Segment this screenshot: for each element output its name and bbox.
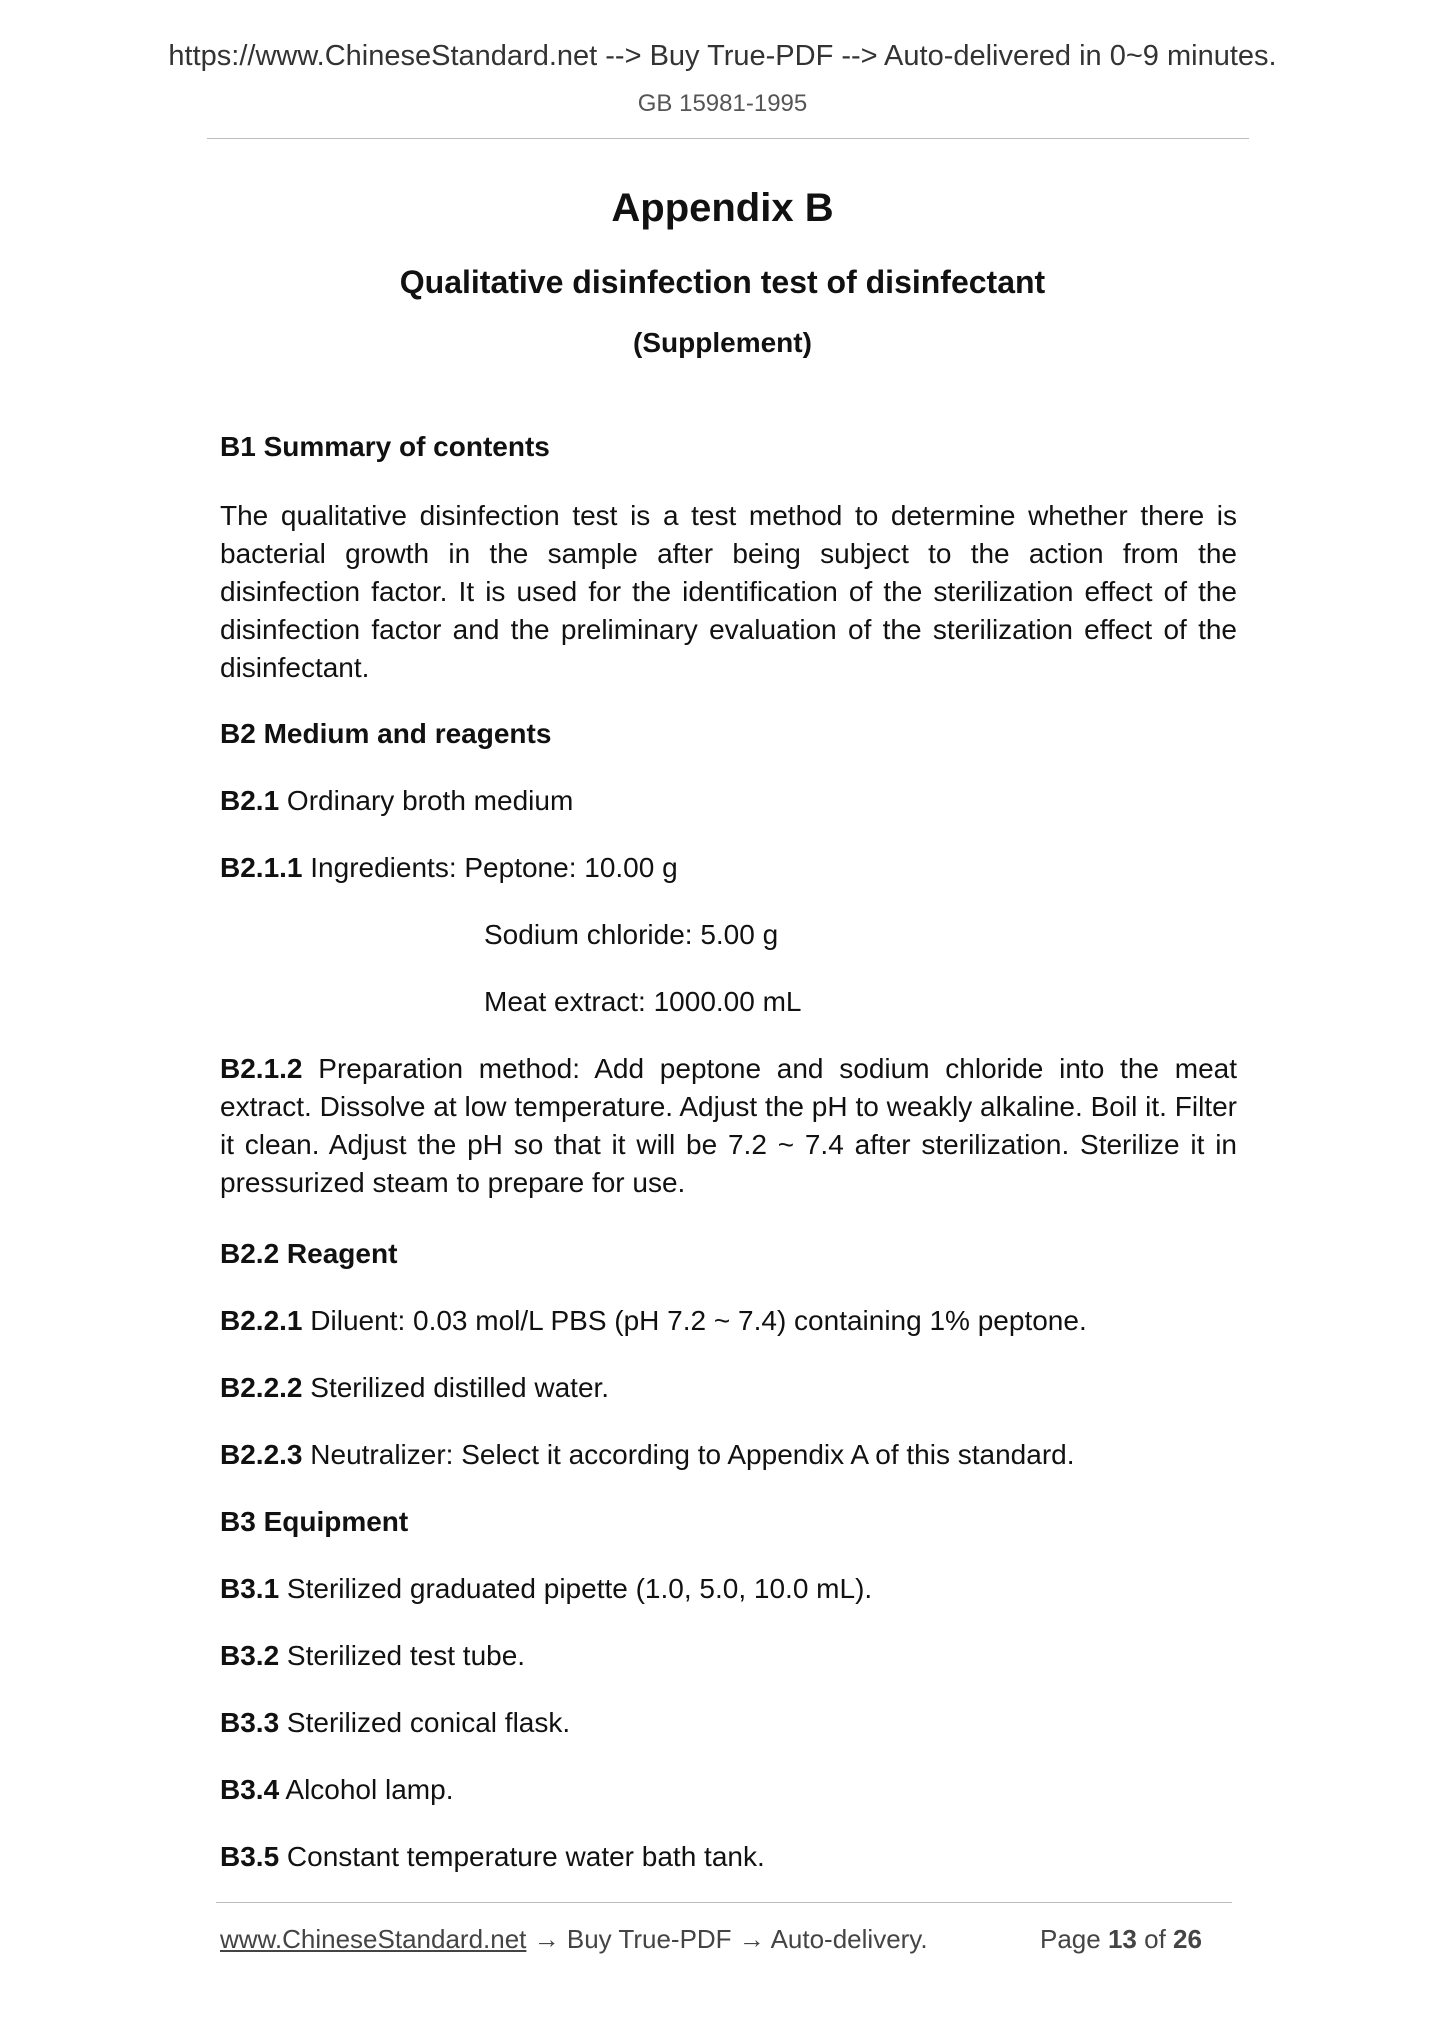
clause-text: Sterilized test tube.: [279, 1640, 526, 1671]
clause-b3-4: [220, 1771, 1237, 1809]
clause-b2-1-2: [220, 1050, 1237, 1202]
ingredient-line-meat-extract: Meat extract: 1000.00 mL: [484, 986, 802, 1017]
clause-text: Diluent: 0.03 mol/L PBS (pH 7.2 ~ 7.4) containing 1% peptone.: [302, 1305, 1087, 1336]
clause-number: B2.2.2: [220, 1372, 303, 1403]
clause-text: Ordinary broth medium: [279, 785, 574, 816]
appendix-title: Appendix B: [611, 186, 834, 230]
clause-b3-3: [220, 1704, 1237, 1742]
clause-text: Sterilized graduated pipette (1.0, 5.0, 10.0 mL).: [279, 1573, 873, 1604]
clause-text: Alcohol lamp.: [279, 1774, 454, 1805]
page-indicator: [1040, 1924, 1202, 1955]
clause-number: B2.1: [220, 785, 280, 816]
clause-number: B3.3: [220, 1707, 280, 1738]
clause-text: Ingredients: Peptone: 10.00 g: [302, 852, 678, 883]
clause-b2-2-1: [220, 1302, 1237, 1340]
clause-number: B2.1.1: [220, 852, 303, 883]
appendix-note: (Supplement): [633, 327, 812, 358]
page-total: 26: [1173, 1924, 1202, 1954]
clause-number: B3.1: [220, 1573, 280, 1604]
clause-text: Neutralizer: Select it according to Appendix A of this standard.: [302, 1439, 1075, 1470]
header-divider: [207, 138, 1249, 139]
footer-site-link[interactable]: www.ChineseStandard.net: [220, 1924, 527, 1954]
clause-number: B2.2.3: [220, 1439, 303, 1470]
clause-b2-1-1: [220, 849, 1237, 887]
section-heading-b2: B2 Medium and reagents: [220, 718, 552, 749]
clause-b2-1: [220, 782, 1237, 820]
page-current: 13: [1107, 1924, 1137, 1954]
section-b1-paragraph: The qualitative disinfection test is a test method to determine whether there is bacterial growth in the sample after being subject to the action from the disinfection factor. It is used for the identification of the sterilization effect of the disinfection factor and the preliminary evaluation of the sterilization effect of the disinfectant.: [220, 500, 1237, 683]
clause-b2-2-2: [220, 1369, 1237, 1407]
page-of-label: of: [1144, 1924, 1166, 1954]
clause-text: Sterilized distilled water.: [302, 1372, 610, 1403]
clause-number: B3.4: [220, 1774, 280, 1805]
header-url-line: https://www.ChineseStandard.net --> Buy True-PDF --> Auto-delivered in 0~9 minutes.: [168, 40, 1277, 72]
section-heading-b1: B1 Summary of contents: [220, 431, 550, 462]
appendix-subtitle: Qualitative disinfection test of disinfectant: [399, 264, 1046, 300]
header-standard-code: GB 15981-1995: [637, 90, 808, 117]
footer-promo-text: → Buy True-PDF → Auto-delivery.: [526, 1924, 928, 1954]
page-label: Page: [1040, 1924, 1101, 1954]
footer-divider: [216, 1902, 1232, 1903]
clause-text: Preparation method: Add peptone and sodium chloride into the meat extract. Dissolve at low temperature. Adjust the pH to weakly alkaline. Boil it. Filter it clean. Adjust the pH so that it will be 7.2 ~ 7.4 after sterilization. Sterilize it in pressurized steam to prepare for use.: [220, 1053, 1237, 1198]
clause-b3-2: [220, 1637, 1237, 1675]
clause-b3-1: [220, 1570, 1237, 1608]
clause-number: B2.2.1: [220, 1305, 303, 1336]
clause-b3-5: [220, 1838, 1237, 1876]
clause-number: B3.5: [220, 1841, 280, 1872]
clause-text: Sterilized conical flask.: [279, 1707, 571, 1738]
ingredient-line-sodium-chloride: Sodium chloride: 5.00 g: [484, 919, 779, 950]
clause-b2-2-3: [220, 1436, 1237, 1474]
clause-number: B3.2: [220, 1640, 280, 1671]
footer-promo: [220, 1924, 928, 1955]
section-heading-b3: B3 Equipment: [220, 1506, 409, 1537]
section-heading-b2-2: B2.2 Reagent: [220, 1238, 398, 1269]
clause-number: B2.1.2: [220, 1053, 303, 1084]
clause-text: Constant temperature water bath tank.: [279, 1841, 765, 1872]
